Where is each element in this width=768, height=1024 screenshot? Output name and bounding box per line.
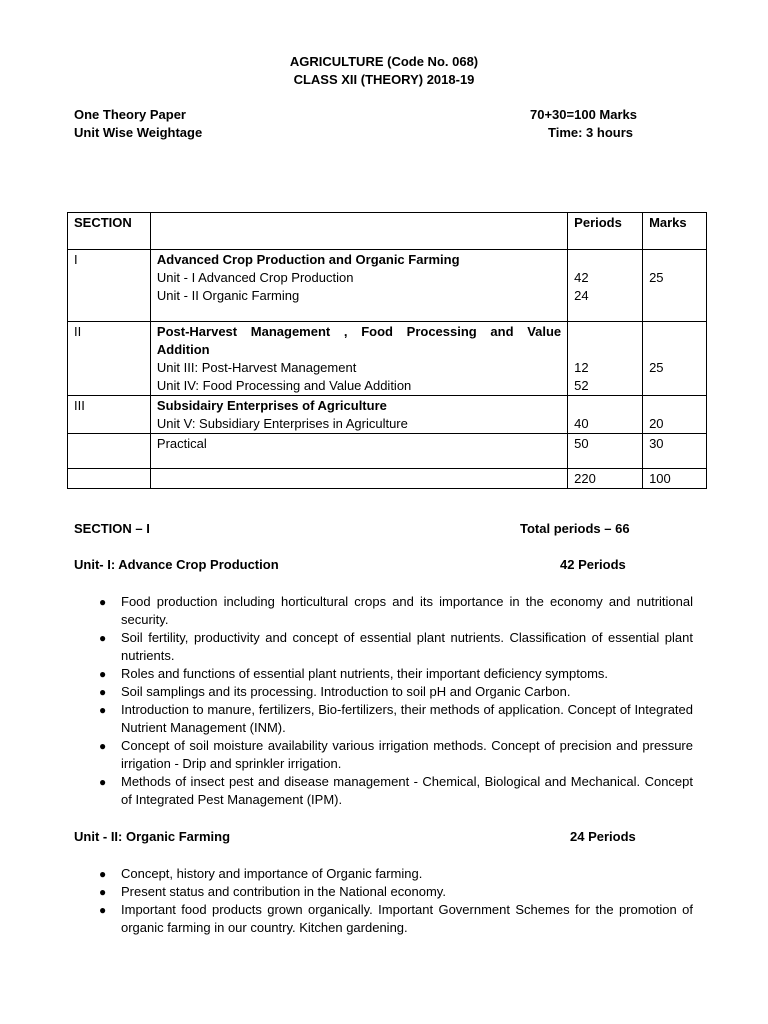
bullet-icon: ● [99,703,107,717]
section-cell: II [68,322,151,396]
periods-value: 12 [574,360,589,375]
marks-cell: 30 [643,434,707,469]
total-marks: 70+30=100 Marks [530,107,637,122]
header-marks: Marks [643,213,707,250]
periods-cell: 50 [568,434,643,469]
section-cell [68,469,151,489]
periods-value: 42 [574,270,589,285]
total-marks-cell: 100 [643,469,707,489]
unit2-title: Unit - II: Organic Farming [74,829,231,844]
row-heading: Post-Harvest Management , Food Processing and Value [156,324,562,339]
unit1-periods: 42 Periods [560,557,626,572]
row-unit-line: Unit - I Advanced Crop Production [156,270,354,285]
header-section: SECTION [68,213,151,250]
row-heading-cont: Addition [156,342,210,357]
list-item: ● Important food products grown organically. Important Government Schemes for the promotion of organic farming in our country. Kitchen gardening. [99,902,693,935]
document-title: AGRICULTURE (Code No. 068) [289,54,479,69]
list-item: ● Introduction to manure, fertilizers, Bio-fertilizers, their methods of application. Concept of Integrated Nutrient Management (INM). [99,702,693,735]
periods-value: 24 [574,288,589,303]
marks-cell [643,396,707,434]
unit1-title: Unit- I: Advance Crop Production [74,557,279,572]
list-item: ● Food production including horticultural crops and its importance in the economy and nutritional security. [99,594,693,627]
marks-value: 25 [649,270,664,285]
section-total-periods: Total periods – 66 [520,521,630,536]
list-item: ● Concept of soil moisture availability various irrigation methods. Concept of precision and pressure irrigation - Drip and sprinkler irrigation. [99,738,693,771]
list-item: ● Concept, history and importance of Organic farming. [99,866,423,881]
row-unit-line: Unit V: Subsidiary Enterprises in Agriculture [156,416,408,431]
header-blank [150,213,567,250]
bullet-icon: ● [99,685,107,699]
row-unit-line: Unit - II Organic Farming [156,288,300,303]
list-item: ● Present status and contribution in the National economy. [99,884,446,899]
marks-value: 20 [649,416,664,431]
unit2-bullet-list [99,865,693,937]
section-cell: I [68,250,151,322]
row-heading: Advanced Crop Production and Organic Farming [156,252,460,267]
row-heading: Subsidairy Enterprises of Agriculture [156,398,387,413]
weightage-label: Unit Wise Weightage [74,125,203,140]
row-unit-line: Unit IV: Food Processing and Value Addition [156,378,412,393]
unit2-periods: 24 Periods [570,829,636,844]
list-item: ● Methods of insect pest and disease management - Chemical, Biological and Mechanical. Concept of Integrated Pest Management (IPM). [99,774,693,807]
table-row [68,434,707,469]
total-periods-cell: 220 [568,469,643,489]
weightage-table [67,212,707,489]
section-cell: III [68,396,151,434]
time-label: Time: 3 hours [548,125,634,140]
bullet-icon: ● [99,775,107,789]
marks-value: 25 [649,360,664,375]
section-cell [68,434,151,469]
list-item: ● Soil fertility, productivity and concept of essential plant nutrients. Classification of essential plant nutrients. [99,630,693,663]
content-cell [150,322,567,396]
list-item: ● Roles and functions of essential plant nutrients, their important deficiency symptoms. [99,666,609,681]
section-heading: SECTION – I [74,521,150,536]
table-header-row [68,213,707,250]
document-subtitle: CLASS XII (THEORY) 2018-19 [293,72,475,87]
periods-cell [568,396,643,434]
bullet-icon: ● [99,885,107,899]
table-row [68,322,707,396]
table-total-row [68,469,707,489]
header-periods: Periods [568,213,643,250]
marks-cell [643,322,707,396]
table-row [68,396,707,434]
list-item: ● Soil samplings and its processing. Introduction to soil pH and Organic Carbon. [99,684,571,699]
bullet-icon: ● [99,631,107,645]
periods-cell [568,322,643,396]
bullet-icon: ● [99,667,107,681]
bullet-icon: ● [99,595,107,609]
periods-cell [568,250,643,322]
row-unit-line: Unit III: Post-Harvest Management [156,360,357,375]
content-cell [150,469,567,489]
bullet-icon: ● [99,903,107,917]
content-cell: Practical [150,434,567,469]
marks-cell [643,250,707,322]
content-cell [150,396,567,434]
content-cell [150,250,567,322]
paper-label: One Theory Paper [74,107,186,122]
unit1-bullet-list [99,593,693,809]
bullet-icon: ● [99,867,107,881]
periods-value: 52 [574,378,589,393]
bullet-icon: ● [99,739,107,753]
periods-value: 40 [574,416,589,431]
table-row [68,250,707,322]
